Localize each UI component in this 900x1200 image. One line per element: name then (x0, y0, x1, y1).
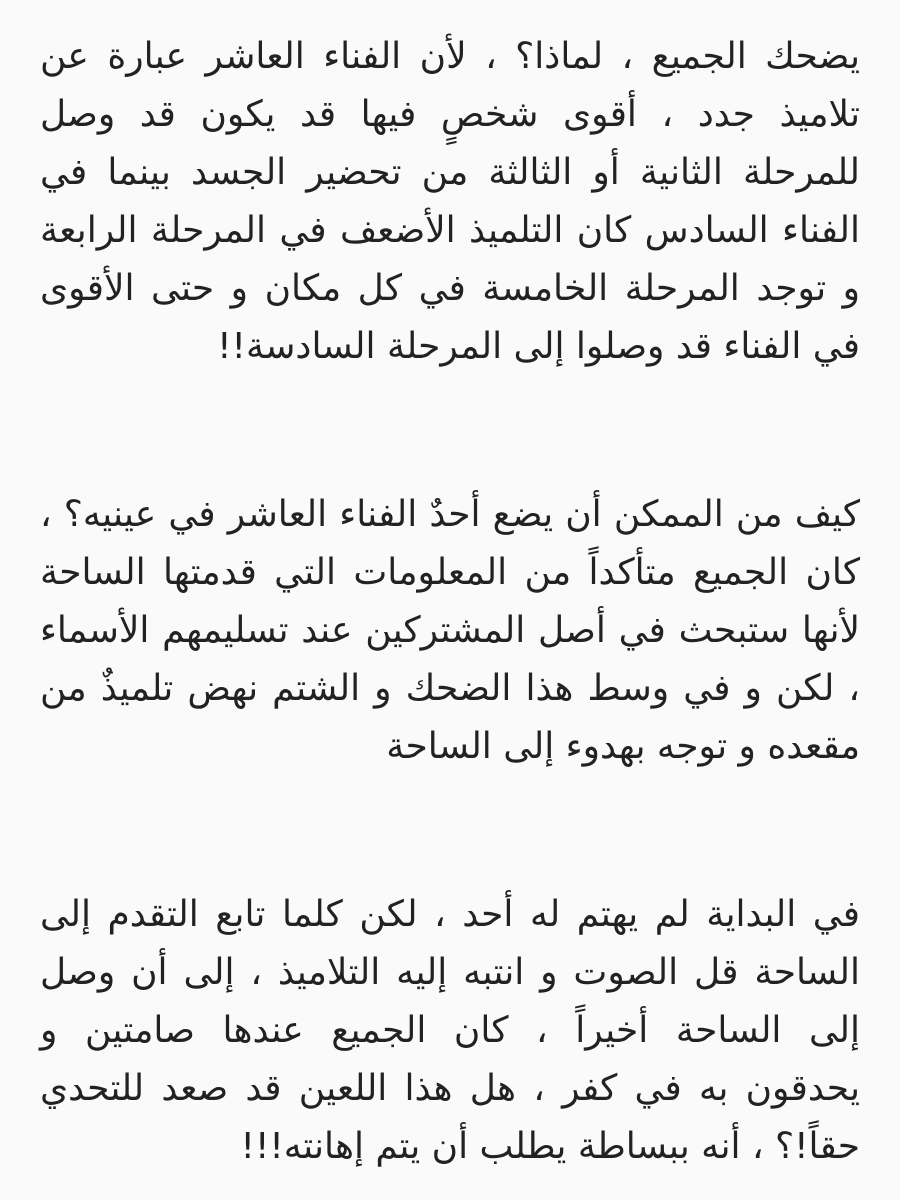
text-line: ، لكن و في وسط هذا الضحك و الشتم نهض تلميذٌ من (40, 668, 860, 709)
text-line: الساحة قل الصوت و انتبه إليه التلاميذ ، إلى أن وصل (40, 952, 860, 993)
paragraph-1 (40, 28, 860, 376)
text-line: للمرحلة الثانية أو الثالثة من تحضير الجسد بينما في (40, 152, 860, 193)
text-line: مقعده و توجه بهدوء إلى الساحة (386, 726, 860, 767)
text-line: كيف من الممكن أن يضع أحدٌ الفناء العاشر في عينيه؟ ، (40, 494, 860, 535)
paragraph-2 (40, 486, 860, 776)
text-line: في البداية لم يهتم له أحد ، لكن كلما تابع التقدم إلى (40, 894, 860, 935)
text-line: يحدقون به في كفر ، هل هذا اللعين قد صعد للتحدي (40, 1068, 860, 1109)
text-line: يضحك الجميع ، لماذا؟ ، لأن الفناء العاشر عبارة عن (40, 36, 860, 77)
text-line: في الفناء قد وصلوا إلى المرحلة السادسة!! (217, 326, 860, 367)
text-line: تلاميذ جدد ، أقوى شخصٍ فيها قد يكون قد وصل (40, 94, 860, 135)
text-line: لأنها ستبحث في أصل المشتركين عند تسليمهم الأسماء (40, 610, 860, 651)
text-line: إلى الساحة أخيراً ، كان الجميع عندها صامتين و (40, 1010, 860, 1051)
paragraph-3 (40, 886, 860, 1176)
text-line: حقاً!؟ ، أنه ببساطة يطلب أن يتم إهانته!!! (240, 1126, 860, 1167)
text-line: و توجد المرحلة الخامسة في كل مكان و حتى الأقوى (40, 268, 860, 309)
text-line: كان الجميع متأكداً من المعلومات التي قدمتها الساحة (40, 552, 860, 593)
text-line: الفناء السادس كان التلميذ الأضعف في المرحلة الرابعة (40, 210, 860, 251)
